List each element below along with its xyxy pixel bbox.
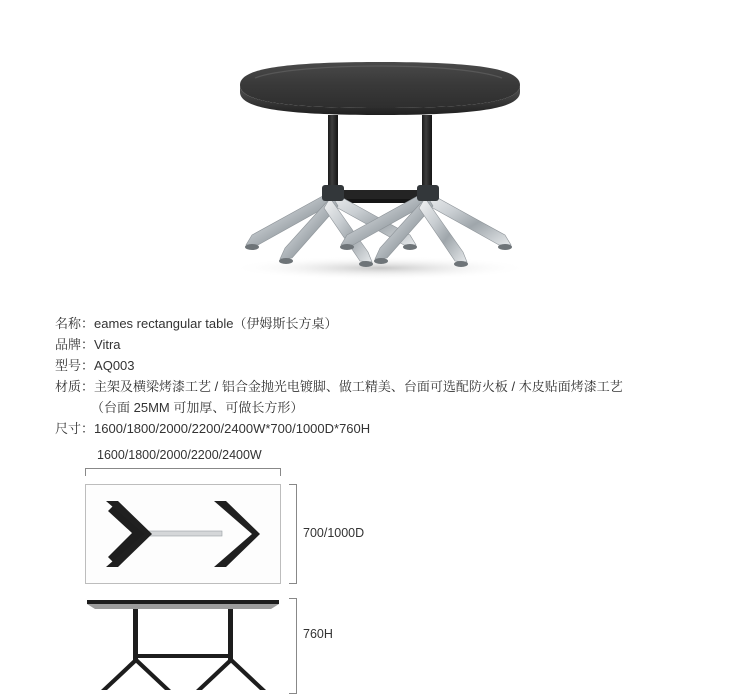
spec-size-value: 1600/1800/2000/2200/2400W*700/1000D*760H [94,421,371,436]
plan-view-box [85,484,281,584]
spec-name-text: 名称 [55,316,82,331]
spec-row-size: 尺寸：1600/1800/2000/2200/2400W*700/1000D*760H [55,421,371,436]
spec-model-value: AQ003 [94,358,135,373]
spec-row-brand: 品牌：Vitra [55,337,121,352]
product-photo [0,0,750,290]
spec-row-material: 材质：主架及横梁烤漆工艺 / 铝合金抛光电镀脚、做工精美、台面可选配防火板 / 木皮贴面烤漆工艺 （台面 25MM 可加厚、可做长方形） [55,376,715,418]
plan-view-svg [86,485,280,583]
height-dimension-bracket [289,598,297,694]
spec-model-text: 型号 [55,358,82,373]
spec-material-text: 材质 [55,379,82,394]
side-view-svg [85,596,281,694]
depth-dimension-bracket [289,484,297,584]
spec-row-model: 型号：AQ003 [55,358,135,373]
height-dimension-label: 760H [303,627,333,641]
depth-dimension-label: 700/1000D [303,526,365,540]
plan-spider-left [106,497,160,569]
spec-size-text: 尺寸 [55,421,82,436]
spec-brand-text: 品牌 [55,337,82,352]
spec-material-value: 主架及横梁烤漆工艺 / 铝合金抛光电镀脚、做工精美、台面可选配防火板 / 木皮贴面烤漆工艺 [94,379,623,394]
spec-brand-value: Vitra [94,337,121,352]
width-dimension-label: 1600/1800/2000/2200/2400W [97,448,262,462]
spec-name-value: eames rectangular table（伊姆斯长方桌） [94,316,338,331]
spec-material-continuation: （台面 25MM 可加厚、可做长方形） [91,400,304,415]
spec-row-name: 名称：eames rectangular table（伊姆斯长方桌） [55,316,338,331]
eames-table-illustration [180,30,580,280]
product-spec-list [55,313,715,439]
width-dimension-bracket [85,468,281,476]
